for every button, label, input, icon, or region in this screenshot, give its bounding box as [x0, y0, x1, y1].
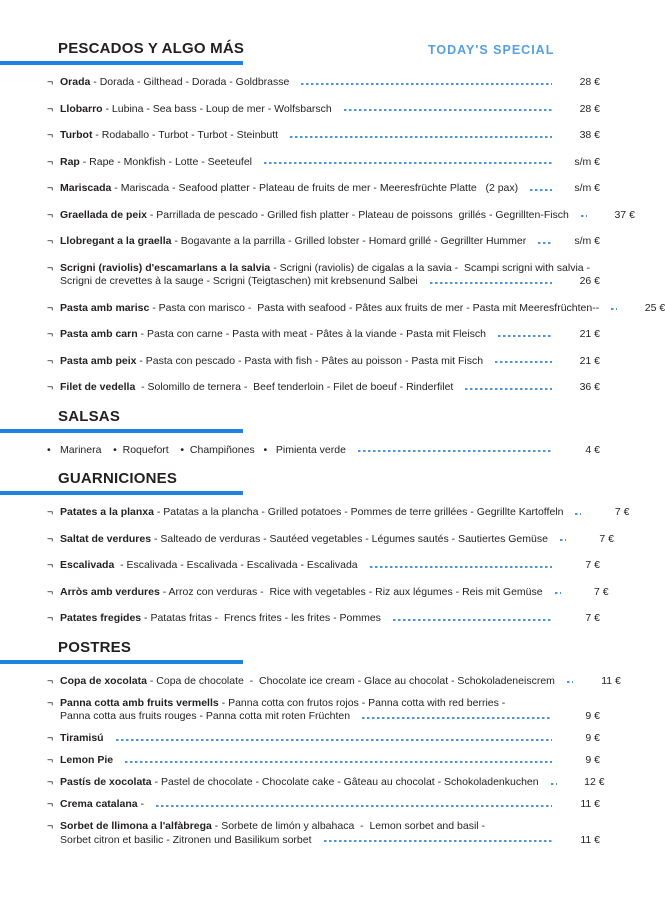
item-line [60, 697, 600, 711]
item-main [60, 129, 600, 143]
item-desc: - Panna cotta con frutos rojos - Panna cotta with red berries - [218, 696, 506, 709]
menu-item [47, 262, 600, 289]
item-bullet: ¬ [47, 76, 54, 88]
item-text [60, 776, 539, 790]
item-name: Scrigni (raviolis) d'escamarlans a la salvia [60, 261, 271, 274]
item-main [60, 444, 600, 458]
item-price: 7 € [594, 585, 609, 598]
item-main [60, 612, 600, 626]
item-bullet: ¬ [47, 155, 54, 168]
item-price: 26 € [579, 275, 600, 287]
item-line [60, 355, 600, 369]
section-title: PESCADOS Y ALGO MÁS [58, 40, 245, 57]
item-main [60, 328, 600, 342]
menu-item [47, 381, 600, 395]
item-bullet: ¬ [47, 732, 54, 744]
item-bullet: ¬ [47, 559, 54, 571]
item-main [60, 674, 621, 689]
item-price: 7 € [585, 612, 600, 624]
item-line [60, 820, 600, 834]
item-text2: Scrigni de crevettes à la sauge - Scrigni (Teigtaschen) mit krebsenund Salbei [60, 275, 418, 287]
section-underline [0, 660, 243, 664]
section-underline [0, 61, 243, 65]
dotted-leader [324, 840, 552, 842]
item-text [60, 754, 113, 768]
item-desc: - Pastel de chocolate - Chocolate cake - Gâteau au chocolat - Schokoladenkuchen [151, 776, 539, 788]
item-line [60, 559, 600, 573]
item-text [60, 586, 543, 600]
dotted-leader [575, 513, 581, 515]
item-name: Pasta amb peix [60, 354, 137, 367]
item-text2: Sorbet citron et basilic - Zitronen und Basilikum sorbet [60, 833, 312, 846]
item-price: s/m € [574, 155, 600, 168]
item-line2 [60, 275, 600, 289]
item-text [60, 381, 453, 395]
item-name: Pasta amb carn [60, 328, 138, 340]
item-desc: - Arroz con verduras - Rice with vegetables - Riz aux légumes - Reis mit Gemüse [159, 585, 543, 598]
item-line [60, 262, 600, 276]
item-name: Saltat de verdures [60, 532, 152, 545]
menu-item [47, 129, 600, 143]
item-line [60, 506, 630, 520]
item-name: Arròs amb verdures [60, 585, 160, 598]
item-name: Pasta amb marisc [60, 301, 150, 314]
item-text [60, 798, 144, 812]
item-text [60, 129, 278, 143]
item-name: Lemon Pie [60, 754, 114, 766]
item-line2 [60, 834, 600, 848]
dotted-leader [530, 189, 552, 191]
section-header [0, 408, 640, 433]
item-main [60, 559, 600, 573]
dotted-leader [538, 242, 552, 244]
item-text [60, 209, 569, 223]
item-name: Mariscada [60, 182, 112, 194]
item-desc: - Pasta con carne - Pasta with meat - Pâtes à la viande - Pasta mit Fleisch [137, 328, 487, 340]
item-main [60, 776, 605, 790]
item-list [0, 506, 640, 626]
item-bullet: ¬ [47, 696, 54, 709]
dotted-leader [370, 566, 552, 568]
item-desc: - Patatas a la plancha - Grilled potatoes - Pommes de terre grillées - Gegrillte Kartoffeln [153, 506, 564, 518]
item-list [0, 675, 640, 848]
item-desc: - Rape - Monkfish - Lotte - Seeteufel [79, 155, 253, 168]
item-line [60, 776, 605, 790]
section-postres [0, 639, 640, 848]
item-bullet: ¬ [47, 798, 54, 810]
menu-item [47, 697, 600, 724]
item-desc: - Pasta con pescado - Pasta with fish - Pâtes au poisson - Pasta mit Fisch [136, 354, 484, 367]
menu-item [47, 612, 600, 626]
item-text [60, 235, 526, 249]
item-bullet: ¬ [47, 820, 54, 832]
dotted-leader [116, 739, 552, 741]
item-line2 [60, 710, 600, 724]
item-line [60, 328, 600, 342]
menu-item [47, 585, 609, 600]
item-text [60, 156, 252, 170]
item-desc: - Sorbete de limón y albahaca - Lemon sorbet and basil - [211, 820, 486, 832]
item-desc: - Patatas fritas - Frencs frites - les frites - Pommes [141, 612, 381, 624]
item-text [60, 355, 483, 369]
item-desc: - Salteado de verduras - Sautéed vegetables - Légumes sautés - Sautiertes Gemüse [151, 532, 548, 545]
item-bullet: ¬ [47, 506, 54, 518]
item-desc: - Lubina - Sea bass - Loup de mer - Wolfsbarsch [102, 102, 332, 115]
item-bullet: ¬ [47, 674, 54, 687]
item-line [60, 129, 600, 143]
item-price: 21 € [579, 328, 600, 340]
item-text [60, 559, 358, 573]
item-bullet: ¬ [47, 381, 54, 393]
item-line [60, 182, 600, 196]
item-desc: - Escalivada - Escalivada - Escalivada - Escalivada [114, 559, 358, 571]
item-line [60, 444, 600, 458]
dotted-leader [290, 136, 552, 138]
menu-item [47, 103, 600, 117]
item-name: Panna cotta amb fruits vermells [60, 696, 219, 709]
item-desc: Marinera • Roquefort • Champiñones • Pimienta verde [60, 443, 346, 456]
item-price: 38 € [579, 129, 600, 141]
dotted-leader [301, 83, 552, 85]
item-bullet: ¬ [47, 301, 54, 314]
item-bullet: ¬ [47, 754, 54, 766]
dotted-leader [567, 681, 573, 683]
item-name: Escalivada [60, 559, 115, 571]
dotted-leader [358, 450, 552, 452]
item-text [60, 533, 548, 547]
item-text [60, 182, 518, 196]
section-title: GUARNICIONES [58, 470, 178, 487]
item-main [60, 754, 600, 768]
item-bullet: ¬ [47, 532, 54, 545]
item-main [60, 355, 600, 369]
item-name: Graellada de peix [60, 208, 147, 221]
item-line [60, 381, 600, 395]
menu-item [47, 208, 635, 223]
item-desc: - Scrigni (raviolis) de cigalas a la savia - Scampi scrigni with salvia - [270, 261, 591, 274]
dotted-leader [362, 717, 552, 719]
item-price: s/m € [574, 235, 600, 247]
item-bullet: ¬ [47, 129, 54, 141]
item-line [60, 532, 614, 547]
item-line [60, 235, 600, 249]
item-desc: - Bogavante a la parrilla - Grilled lobster - Homard grillé - Gegrillter Hummer [171, 235, 527, 247]
item-text [60, 302, 599, 316]
item-name: Patates a la planxa [60, 506, 154, 518]
dotted-leader [264, 162, 552, 164]
item-name: Patates fregides [60, 612, 142, 624]
item-main [60, 732, 600, 746]
item-main [60, 182, 600, 196]
item-main [60, 156, 600, 170]
item-price: 7 € [599, 532, 614, 545]
menu-item [47, 328, 600, 342]
item-main [60, 301, 665, 316]
menu-item [47, 776, 605, 790]
item-main [60, 585, 609, 600]
item-line [60, 585, 609, 600]
dotted-leader [555, 592, 561, 594]
item-text [60, 675, 555, 689]
section-underline [0, 429, 243, 433]
item-list [0, 444, 640, 458]
item-main [60, 262, 600, 289]
item-price: 7 € [585, 559, 600, 571]
menu-item [47, 444, 600, 458]
item-text [60, 506, 563, 520]
item-text [60, 732, 104, 746]
dotted-leader [495, 361, 552, 363]
item-price: 21 € [579, 354, 600, 367]
item-text [60, 328, 486, 342]
item-line [60, 208, 635, 223]
menu-item [47, 301, 665, 316]
item-bullet: ¬ [47, 261, 54, 274]
item-text [60, 444, 346, 458]
item-bullet: • [47, 443, 51, 456]
item-desc: - Dorada - Gilthead - Dorada - Goldbrasse [90, 76, 290, 88]
item-price: 11 € [580, 833, 600, 846]
menu-item [47, 674, 621, 689]
menu-item [47, 506, 630, 520]
item-bullet: ¬ [47, 612, 54, 624]
item-main [60, 820, 600, 847]
item-main [60, 235, 600, 249]
item-price: 9 € [585, 754, 600, 766]
item-name: Tiramisú [60, 732, 104, 744]
today-special-badge: TODAY'S SPECIAL [428, 43, 555, 57]
section-header [0, 40, 640, 65]
item-price: 37 € [614, 208, 635, 221]
menu-item [47, 820, 600, 847]
item-bullet: ¬ [47, 328, 54, 340]
item-name: Rap [60, 155, 80, 168]
menu-item [47, 235, 600, 249]
dotted-leader [551, 783, 557, 785]
item-price: 28 € [579, 102, 600, 115]
item-text2: Panna cotta aus fruits rouges - Panna cotta mit roten Früchten [60, 710, 351, 722]
dotted-leader [156, 805, 552, 807]
menu-item [47, 732, 600, 746]
item-main [60, 76, 600, 90]
dotted-leader [393, 619, 552, 621]
item-line [60, 301, 665, 316]
item-line [60, 674, 621, 689]
item-price: 28 € [579, 76, 600, 88]
dotted-leader [344, 109, 552, 111]
item-price: 7 € [614, 506, 630, 518]
menu-item [47, 156, 600, 170]
item-main [60, 798, 600, 812]
item-line [60, 612, 600, 626]
item-line [60, 76, 600, 90]
dotted-leader [430, 282, 552, 284]
section-underline [0, 491, 243, 495]
section-title: SALSAS [58, 407, 121, 425]
item-bullet: ¬ [47, 182, 54, 194]
item-line [60, 754, 600, 768]
item-desc: - Pasta con marisco - Pasta with seafood - Pâtes aux fruits de mer - Pasta mit Meeresfrüchten-- [149, 301, 600, 314]
menu-item [47, 559, 600, 573]
item-name: Llobarro [60, 102, 103, 115]
item-text [60, 76, 289, 90]
item-price: 12 € [584, 776, 605, 788]
item-main [60, 532, 614, 547]
menu-item [47, 76, 600, 90]
dotted-leader [581, 215, 587, 217]
item-price: 9 € [585, 710, 600, 722]
item-line [60, 103, 600, 117]
item-name: Sorbet de llimona a l'alfàbrega [60, 820, 212, 832]
item-name: Turbot [60, 129, 93, 141]
item-main [60, 208, 635, 223]
item-bullet: ¬ [47, 585, 54, 598]
section-pescados [0, 40, 665, 395]
item-price: 25 € [644, 301, 665, 314]
item-name: Crema catalana [60, 798, 138, 810]
section-header [0, 470, 640, 495]
item-price: s/m € [574, 182, 600, 194]
item-price: 36 € [579, 381, 600, 393]
item-line [60, 798, 600, 812]
menu-item [47, 798, 600, 812]
item-name: Llobregant a la graella [60, 235, 172, 247]
item-price: 4 € [585, 443, 600, 456]
item-text [60, 820, 485, 834]
menu-item [47, 532, 614, 547]
item-main [60, 103, 600, 117]
item-name: Filet de vedella [60, 381, 136, 393]
item-text [60, 262, 590, 276]
section-header [0, 639, 640, 664]
item-name: Orada [60, 76, 91, 88]
dotted-leader [611, 308, 617, 310]
item-desc: - Copa de chocolate - Chocolate ice cream - Glace au chocolat - Schokoladeneiscrem [146, 674, 555, 687]
item-desc: - Solomillo de ternera - Beef tenderloin - Filet de boeuf - Rinderfilet [135, 381, 454, 393]
item-line [60, 156, 600, 170]
section-title: POSTRES [58, 638, 132, 656]
section-salsas [0, 408, 640, 458]
item-main [60, 697, 600, 724]
item-desc: - [137, 798, 145, 810]
item-text [60, 612, 381, 626]
item-price: 11 € [580, 798, 600, 810]
dotted-leader [125, 761, 552, 763]
item-desc: - Mariscada - Seafood platter - Plateau de fruits de mer - Meeresfrüchte Platte (2 pax) [111, 182, 519, 194]
item-main [60, 381, 600, 395]
item-name: Copa de xocolata [60, 674, 147, 687]
item-text [60, 697, 505, 711]
menu-item [47, 355, 600, 369]
item-bullet: ¬ [47, 235, 54, 247]
dotted-leader [498, 335, 552, 337]
dotted-leader [560, 539, 566, 541]
item-name: Pastís de xocolata [60, 776, 152, 788]
item-price: 9 € [585, 732, 600, 744]
item-bullet: ¬ [47, 102, 54, 115]
item-list [0, 76, 665, 395]
menu-item [47, 182, 600, 196]
dotted-leader [465, 388, 552, 390]
item-bullet: ¬ [47, 208, 54, 221]
item-main [60, 506, 630, 520]
item-bullet: ¬ [47, 354, 54, 367]
item-desc: - Parrillada de pescado - Grilled fish platter - Plateau de poissons grillés - Gegrillten-Fisch [146, 208, 569, 221]
section-guarniciones [0, 470, 640, 626]
item-price: 11 € [601, 674, 621, 687]
item-line [60, 732, 600, 746]
item-text [60, 103, 332, 117]
item-bullet: ¬ [47, 776, 54, 788]
menu-item [47, 754, 600, 768]
item-desc: - Rodaballo - Turbot - Turbot - Steinbutt [92, 129, 279, 141]
